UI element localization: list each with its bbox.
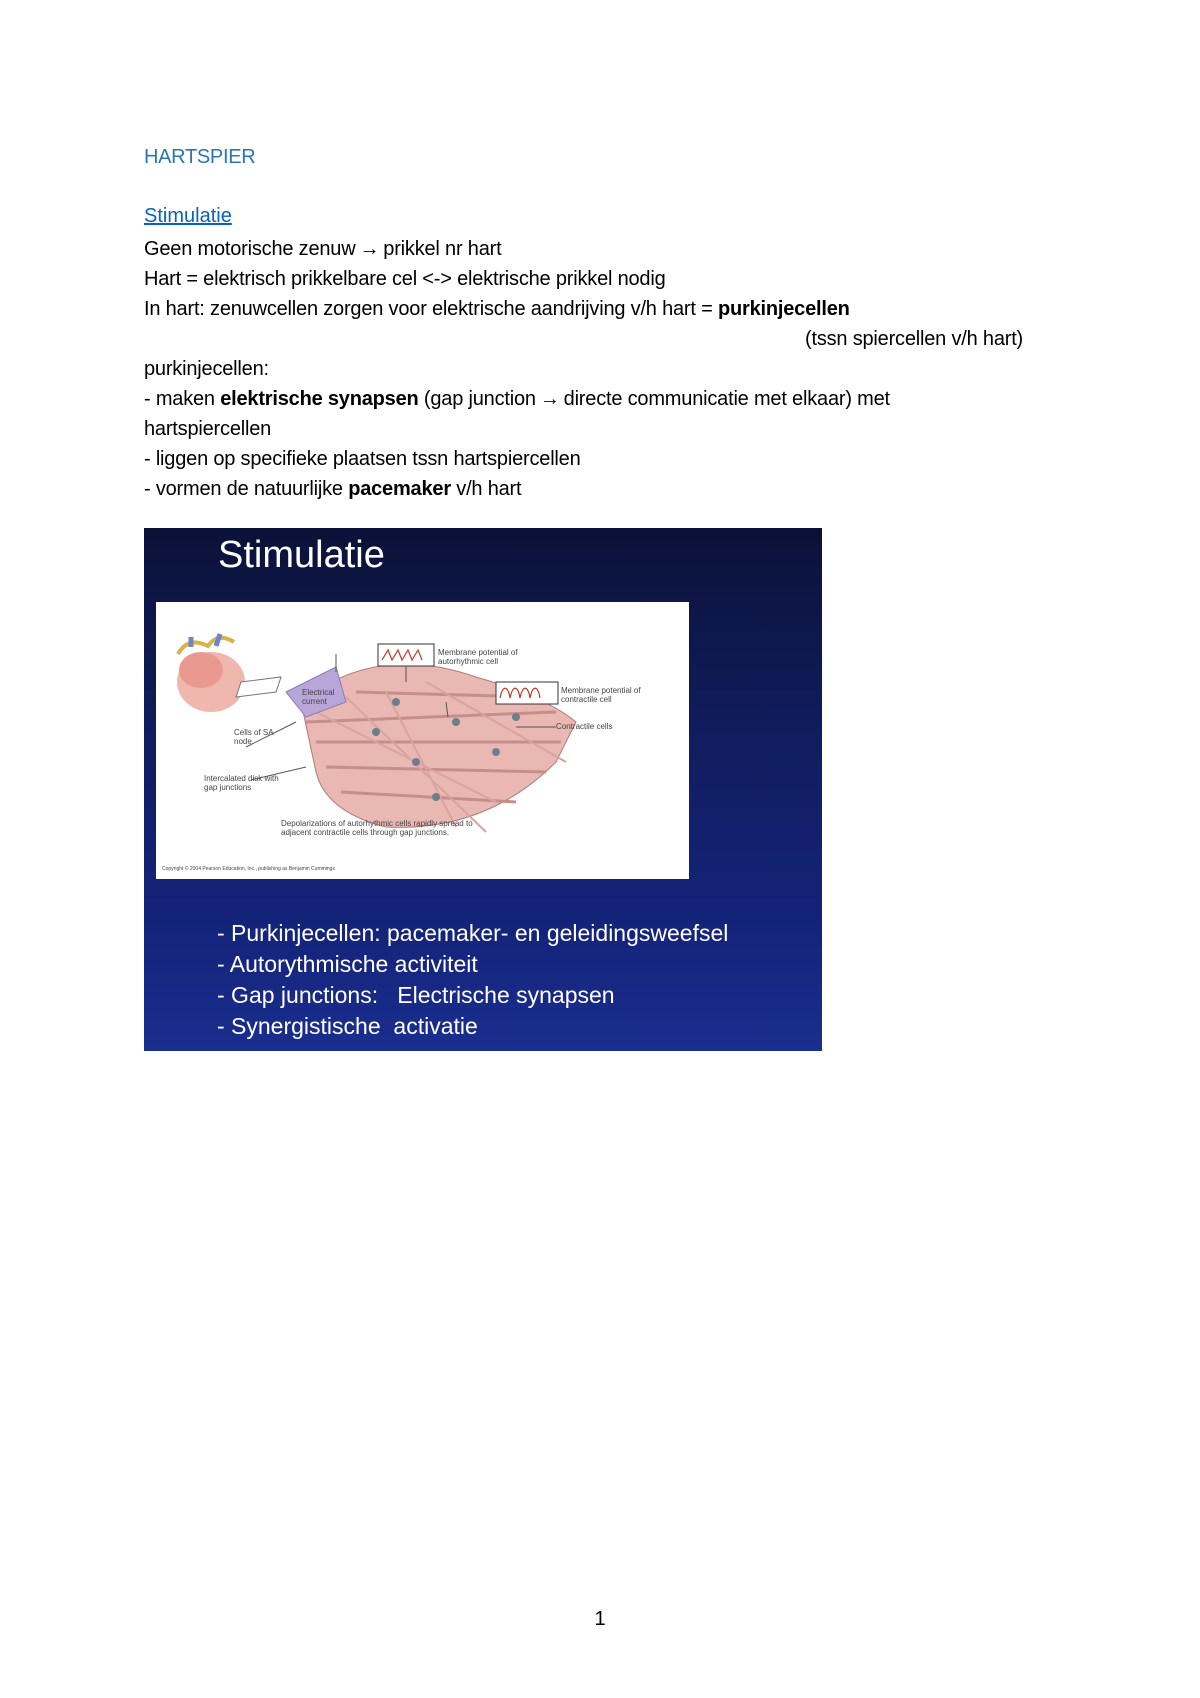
text-line-3 [144, 294, 1064, 324]
text-segment: - vormen de natuurlijke [144, 478, 349, 500]
slide-bullet-list [217, 918, 728, 1042]
text-line-1 [144, 234, 1064, 264]
figure-caption: Depolarizations of autorhythmic cells rapidly spread to adjacent contractile cells through gap junctions. [281, 819, 473, 837]
membrane-potential-autorhythmic-chart [378, 644, 434, 666]
bold-term: purkinjecellen [717, 298, 850, 320]
text-segment: - maken [144, 388, 221, 410]
bold-term: pacemaker [348, 478, 451, 500]
figure-label: Electrical current [302, 688, 335, 706]
arrow-icon: → [359, 238, 380, 260]
text-segment: v/h hart [450, 478, 522, 500]
slide-bullet: - Autorythmische activiteit [217, 951, 478, 977]
heart-icon [177, 634, 281, 712]
text-segment: (gap junction [418, 388, 536, 410]
figure-label: Intercalated disk with gap junctions [204, 774, 279, 792]
text-line-5: purkinjecellen: [144, 358, 269, 380]
bold-term: elektrische synapsen [220, 388, 419, 410]
figure-copyright: Copyright © 2004 Pearson Education, Inc., publishing as Benjamin Cummings [162, 866, 335, 872]
slide-bullet: - Purkinjecellen: pacemaker- en geleidingsweefsel [217, 920, 729, 946]
figure-label: Contractile cells [556, 722, 613, 731]
membrane-potential-contractile-chart [496, 682, 558, 704]
text-line-8: - liggen op specifieke plaatsen tssn hartspiercellen [144, 448, 581, 470]
figure-label: Membrane potential of contractile cell [561, 686, 641, 704]
heart-conduction-figure [156, 602, 689, 879]
arrow-icon: → [539, 388, 560, 410]
figure-label: Cells of SA node [234, 728, 274, 746]
text-segment: prikkel nr hart [383, 238, 502, 260]
text-line-2: Hart = elektrisch prikkelbare cel <-> elektrische prikkel nodig [144, 268, 666, 290]
text-segment: Geen motorische zenuw [144, 238, 356, 260]
document-heading: HARTSPIER [144, 146, 256, 168]
text-segment: directe communicatie met elkaar) met [563, 388, 890, 410]
figure-label: Membrane potential of autorhythmic cell [438, 648, 518, 666]
slide-bullet: - Gap junctions: Electrische synapsen [217, 982, 615, 1008]
page-number: 1 [594, 1608, 606, 1630]
slide-title: Stimulatie [218, 534, 385, 576]
text-line-4: (tssn spiercellen v/h hart) [805, 328, 1024, 350]
slide-bullet: - Synergistische activatie [217, 1013, 478, 1039]
section-title-link[interactable]: Stimulatie [144, 205, 232, 227]
text-segment: In hart: zenuwcellen zorgen voor elektrische aandrijving v/h hart = [144, 298, 718, 320]
embedded-slide-image [144, 528, 822, 1051]
text-line-7: hartspiercellen [144, 418, 272, 440]
text-line-6 [144, 384, 1064, 414]
text-line-9 [144, 474, 1064, 504]
